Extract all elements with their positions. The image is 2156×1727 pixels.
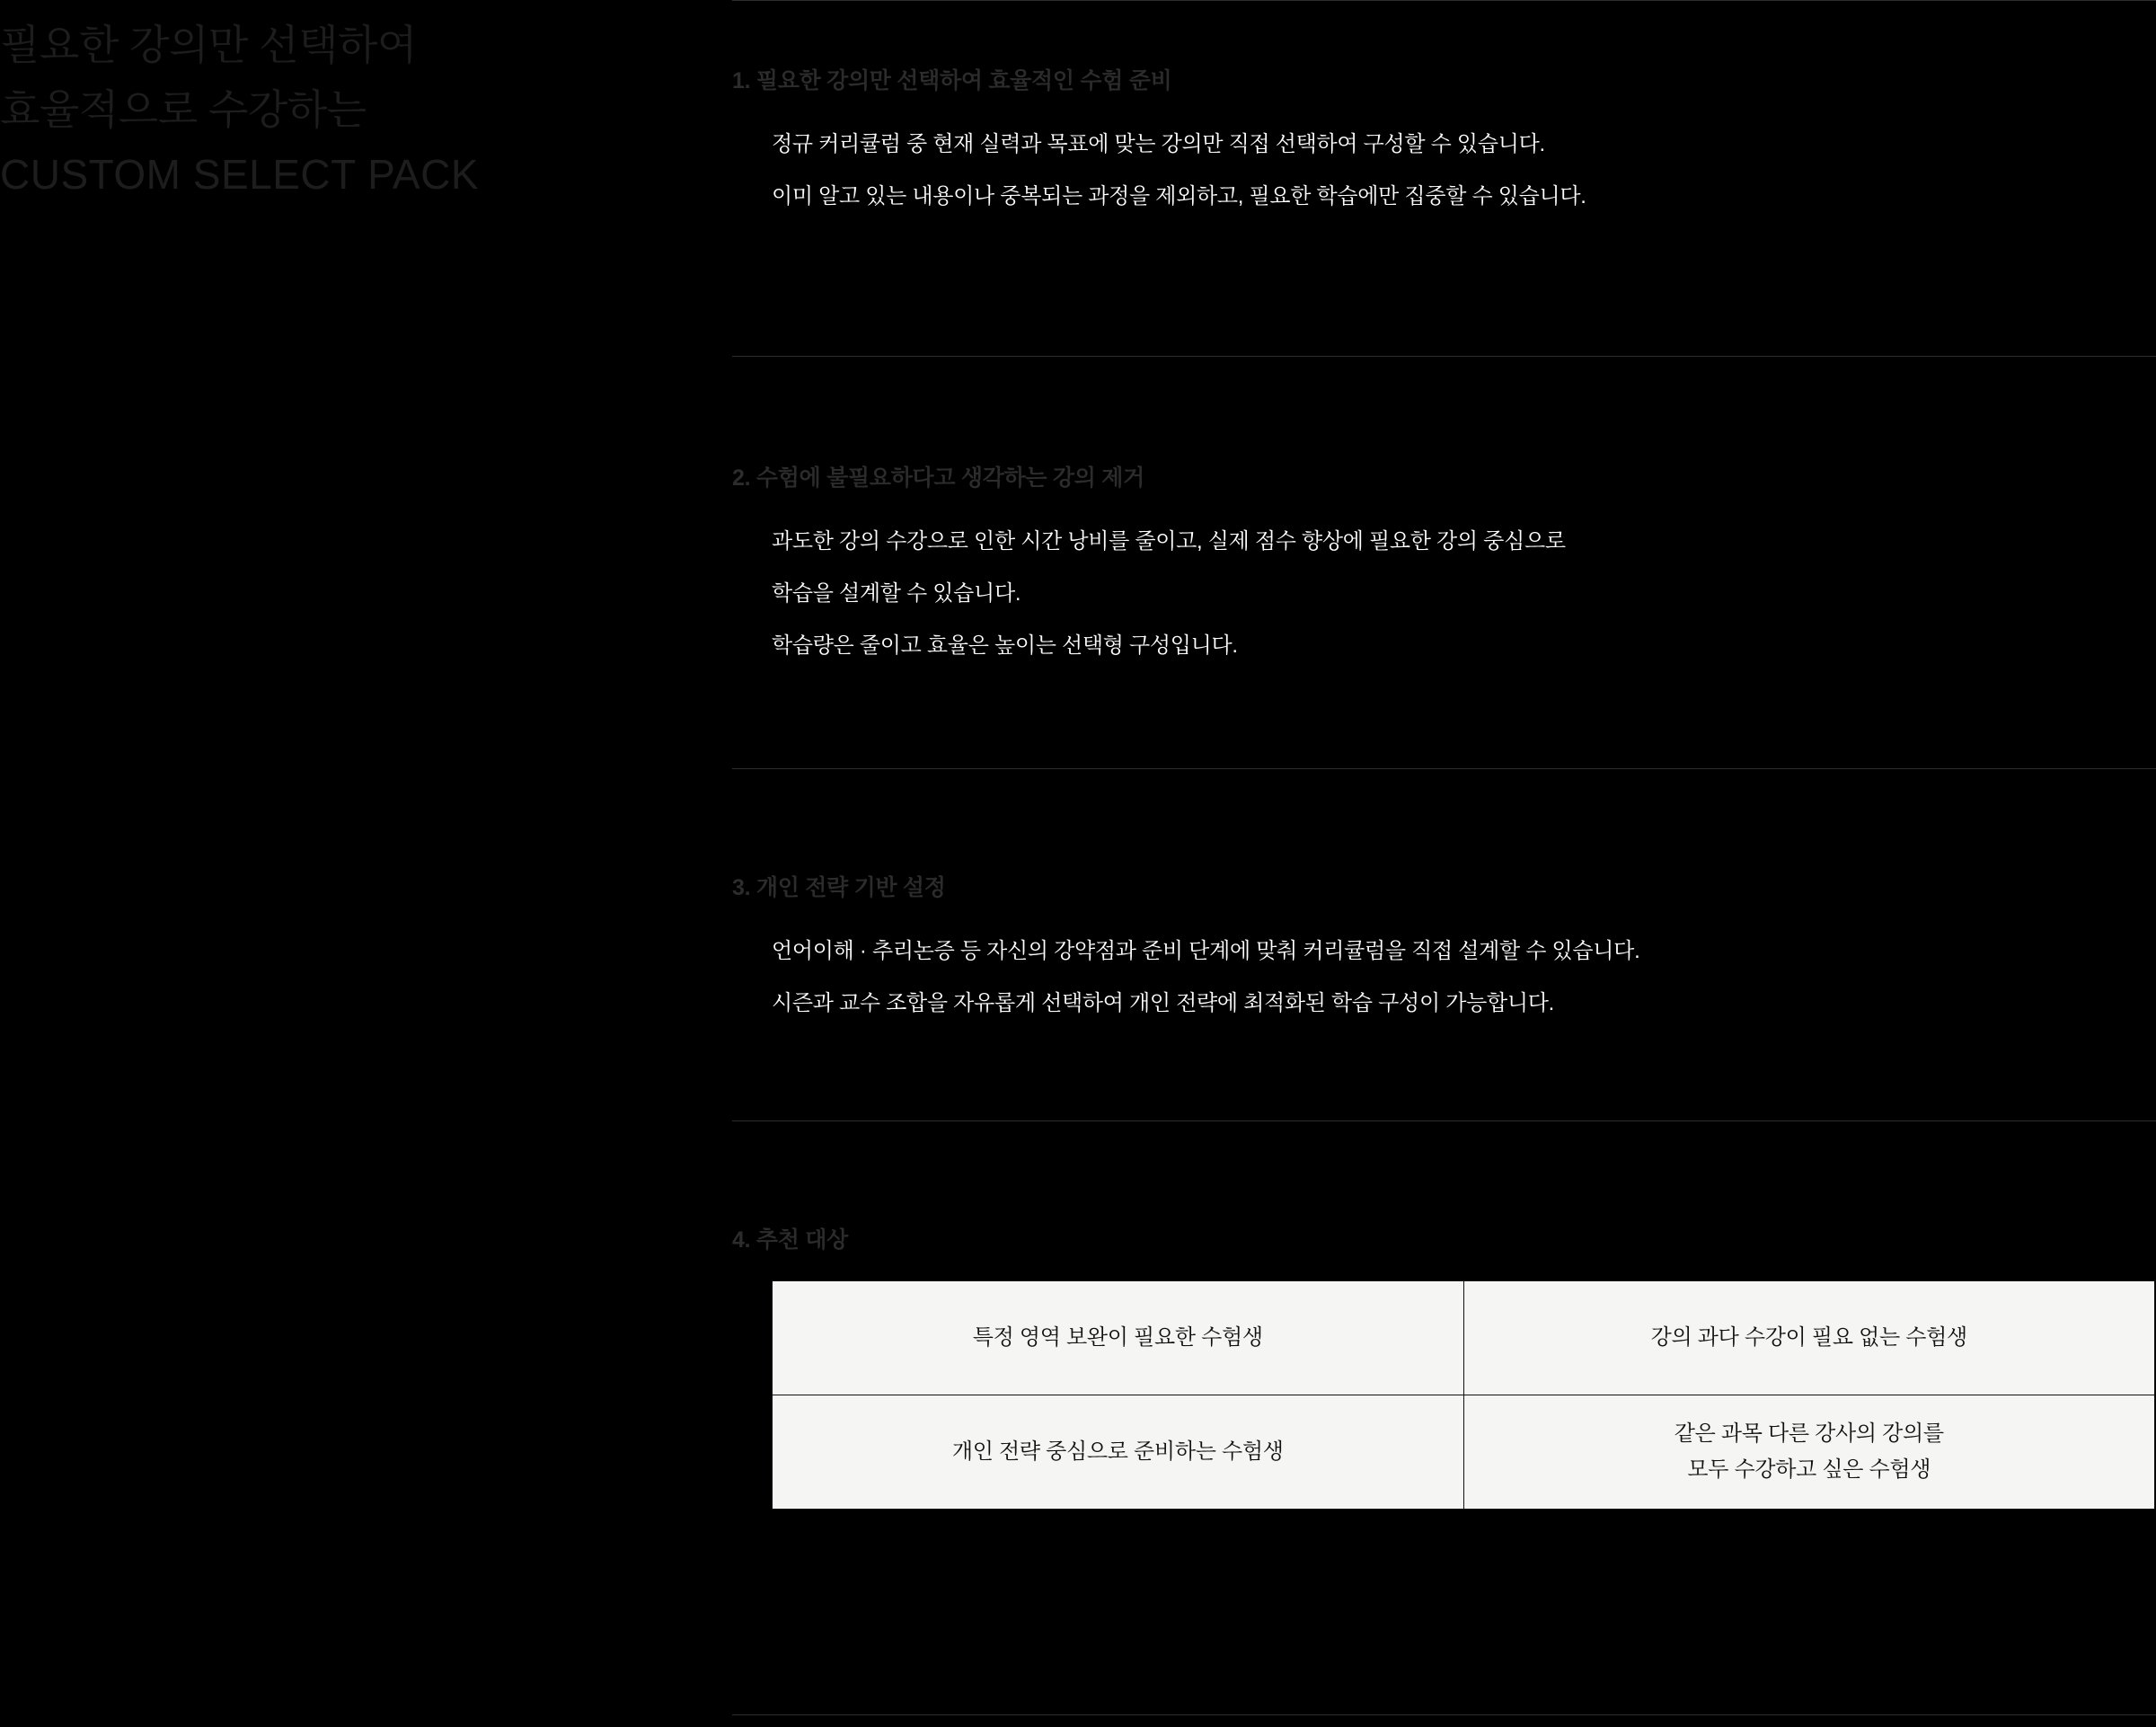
divider-bottom [732,1714,2156,1715]
table-cell-r1c1-main: 특정 영역 보완이 필요한 수험생 [972,1325,1263,1350]
section-2-line-3: 학습량은 줄이고 효율은 높이는 선택형 구성입니다. [772,633,1238,658]
section-3-title: 3. 개인 전략 기반 설정 [732,875,946,900]
table-cell-r1c2-main: 강의 과다 수강이 필요 없는 수험생 [1650,1325,1967,1350]
divider-top [732,0,2156,1]
section-2-title: 2. 수험에 불필요하다고 생각하는 강의 제거 [732,465,1144,491]
table-cell-r1c2 [1463,1281,2155,1395]
table-cell-r2c1-main: 개인 전략 중심으로 준비하는 수험생 [951,1439,1284,1464]
section-2-line-2: 학습을 설계할 수 있습니다. [772,581,1021,606]
section-4 [732,1222,2156,1254]
table-cell-r2c2-sub: 모두 수강하고 싶은 수험생 [1687,1457,1931,1482]
table-cell-r2c2-main: 같은 과목 다른 강사의 강의를 [1674,1421,1944,1446]
table-cell-r2c2 [1463,1395,2155,1510]
section-3-line-1: 언어이해 · 추리논증 등 자신의 강약점과 준비 단계에 맞춰 커리큘럼을 직접 설계할 수 있습니다. [772,939,1640,963]
section-1-line-1: 정규 커리큘럼 중 현재 실력과 목표에 맞는 강의만 직접 선택하여 구성할 수 있습니다. [772,132,1545,156]
section-2-body [772,516,2156,672]
section-4-title: 4. 추천 대상 [732,1227,848,1253]
section-1-line-2: 이미 알고 있는 내용이나 중복되는 과정을 제외하고, 필요한 학습에만 집중할 수 있습니다. [772,184,1586,208]
divider-after-section-3 [732,1120,2156,1121]
section-3-line-2: 시즌과 교수 조합을 자유롭게 선택하여 개인 전략에 최적화된 학습 구성이 가능합니다. [772,991,1554,1015]
table-cell-r1c1 [773,1281,1464,1395]
section-2-line-1: 과도한 강의 수강으로 인한 시간 낭비를 줄이고, 실제 점수 향상에 필요한 강의 중심으로 [772,529,1566,554]
divider-after-section-2 [732,768,2156,769]
hero-line-1: 필요한 강의만 선택하여 [0,22,417,68]
hero-headline [0,13,683,207]
section-3 [732,870,2156,1030]
hero-line-2: 효율적으로 수강하는 [0,86,367,133]
section-3-body [772,925,2156,1030]
section-1-title: 1. 필요한 강의만 선택하여 효율적인 수험 준비 [732,68,1172,93]
recommended-target-table [772,1280,2155,1510]
section-2 [732,460,2156,672]
section-1-body [772,119,2156,223]
table-cell-r2c1 [773,1395,1464,1510]
hero-line-3: CUSTOM SELECT PACK [0,151,480,198]
table-row [773,1395,2155,1510]
table-row [773,1281,2155,1395]
section-1 [732,63,2156,223]
content-column [732,0,2156,1727]
divider-after-section-1 [732,356,2156,357]
